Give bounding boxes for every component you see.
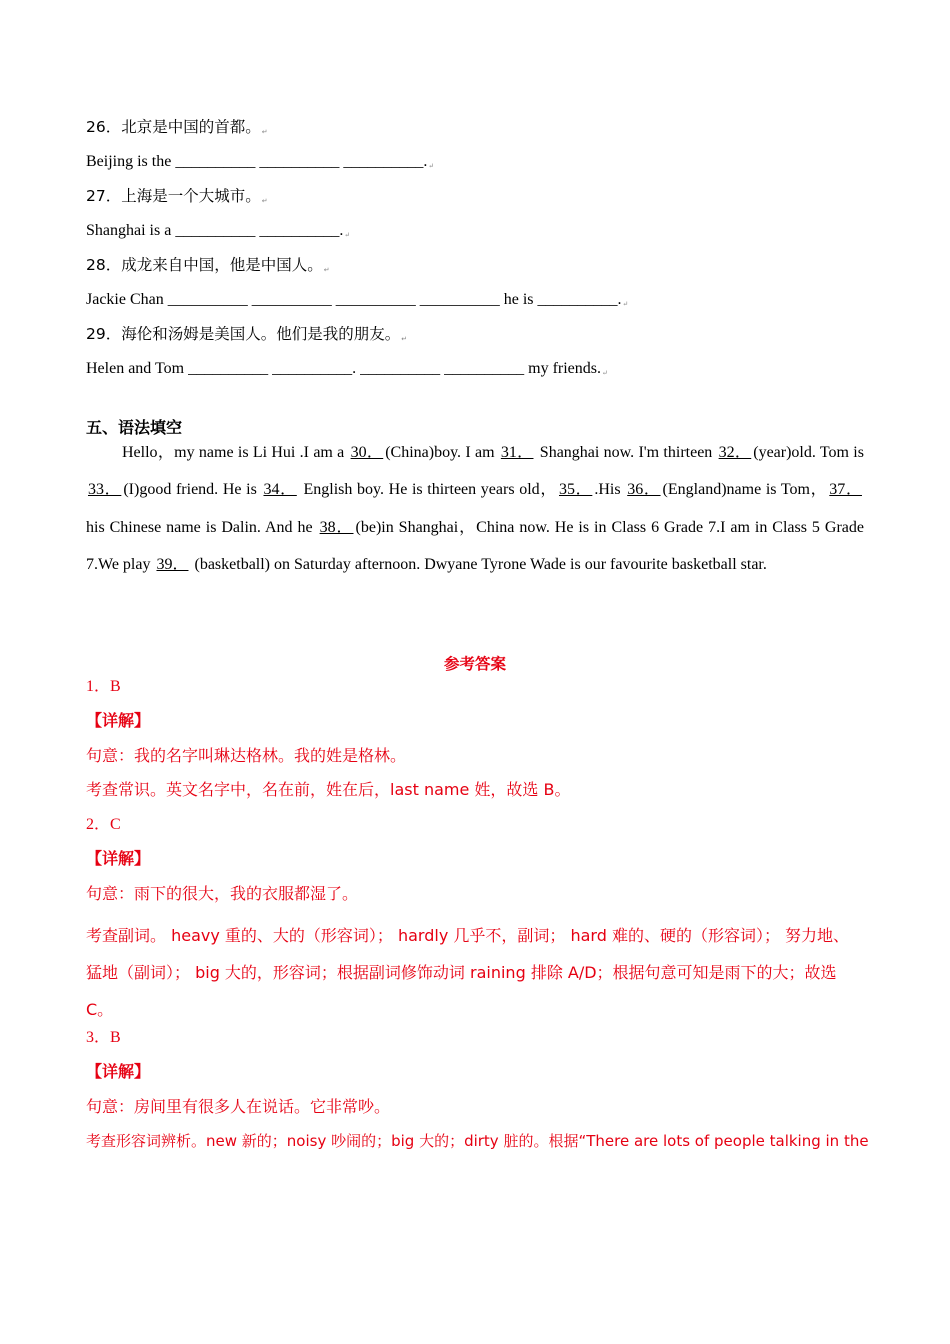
question-28-en: Jackie Chan __________ __________ __________ __________ he is __________.↵ (86, 291, 629, 308)
question-26-cn: 26．北京是中国的首都。↵ (86, 118, 268, 136)
answer-line: 3．B (86, 1029, 121, 1046)
answers-title: 参考答案 (443, 655, 506, 673)
question-27-cn: 27．上海是一个大城市。↵ (86, 187, 268, 205)
answer-detail-label: 【详解】 (86, 1062, 151, 1081)
answer-line: 1．B (86, 678, 121, 695)
answer-line: 句意：我的名字叫琳达格林。我的姓是格林。 (86, 746, 407, 765)
answer-line: 句意：雨下的很大，我的衣服都湿了。 (86, 884, 359, 903)
answer-line: 考查副词。 heavy 重的、大的（形容词）； hardly 几乎不，副词； hard 难的、硬的（形容词）； 努力地、猛地（副词）； big 大的，形容词；根据副词修饰动词 raining 排除 A/D；根据句意可知是雨下的大；故选 C。 (86, 926, 850, 1019)
answer-line: 句意：房间里有很多人在说话。它非常吵。 (86, 1097, 391, 1116)
question-29-en: Helen and Tom __________ __________. __________ __________ my friends.↵ (86, 360, 608, 377)
cloze-paragraph: Hello，my name is Li Hui .I am a 30． (China)boy. I am 31． Shanghai now. I'm thirteen 32． (year)old. Tom is 33． (I)good friend. He is 34． English boy. He is thirteen years old， 35． .His 36． (England)name is Tom， 37． his Chinese name is Dalin. And he 38． (be)in Shanghai，China now. He is in Class 6 Grade 7.I am in Class 5 Grade 7.We play 39． (basketball) on Saturday afternoon. Dwyane Tyrone Wade is our favourite basketball star. (86, 444, 864, 573)
section-title: 五、语法填空 (86, 418, 183, 437)
answer-line: 考查常识。英文名字中，名在前，姓在后，last name 姓，故选 B。 (86, 780, 571, 799)
question-27-en: Shanghai is a __________ __________.↵ (86, 222, 351, 239)
answer-detail-label: 【详解】 (86, 849, 151, 868)
answer-detail-label: 【详解】 (86, 711, 151, 730)
question-26-en: Beijing is the __________ __________ __________.↵ (86, 153, 435, 170)
answer-line: 2．C (86, 816, 121, 833)
question-28-cn: 28．成龙来自中国，他是中国人。↵ (86, 256, 330, 274)
answer-line: 考查形容词辨析。new 新的；noisy 吵闹的；big 大的；dirty 脏的。根据“There are lots of people talking in the (86, 1132, 869, 1150)
question-29-cn: 29．海伦和汤姆是美国人。他们是我的朋友。↵ (86, 325, 408, 343)
